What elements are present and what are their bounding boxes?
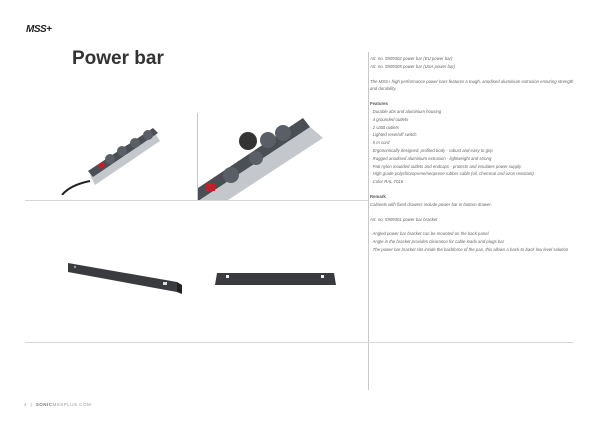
list-item: · The power bar bracket sits inside the backforce of the pan, this allows a back-to-back low level solution xyxy=(370,246,575,254)
product-description xyxy=(370,55,575,254)
remark-heading: Remark xyxy=(370,193,386,199)
footer-site-bold: SONIC xyxy=(35,402,53,407)
brand-logo: MSS+ xyxy=(26,24,52,35)
bracket-art-number: Art. no. 5909301 power bar bracket xyxy=(370,216,438,222)
bracket-features-list xyxy=(370,230,575,253)
list-item: · Color RAL 7016 xyxy=(370,178,575,186)
remark-text: Cabinets with fixed drawers include power bar in bottom drawer. xyxy=(370,201,492,207)
page-title: Power bar xyxy=(72,48,164,69)
list-item: · Rugged anodised aluminium extrusion - lightweight and strong xyxy=(370,155,575,163)
list-item: · Angled power bar bracket can be mounted on the back panel xyxy=(370,230,575,238)
column-divider xyxy=(368,52,369,390)
list-item: · 5 m cord xyxy=(370,139,575,147)
features-list xyxy=(370,108,575,186)
footer-site: MSSPLUS.COM xyxy=(52,402,92,407)
list-item: · 2 USB outlets xyxy=(370,124,575,132)
list-item: · Ergonomically designed, profiled body - robust and easy to grip xyxy=(370,147,575,155)
bracket-flat-image xyxy=(215,270,340,288)
art-number: Art. no. 5909305 power bar (USA power bar) xyxy=(370,63,456,69)
list-item: · Durable abs and aluminium housing xyxy=(370,108,575,116)
bottom-divider xyxy=(25,342,573,343)
page-number: 4 xyxy=(24,402,28,407)
art-number: Art. no. 5909302 power bar (EU power bar) xyxy=(370,56,453,61)
intro-text: The MSS+ high performance power bars features a tough, anodised aluminium extrusion ensuring strength and durability. xyxy=(370,78,574,92)
power-bar-closeup-image xyxy=(198,113,328,200)
list-item: · High grade polychloroprene/neoprene rubber cable (oil, chemical and ozon resistant) xyxy=(370,170,575,178)
row-divider xyxy=(25,200,368,201)
features-heading: Features xyxy=(370,101,388,107)
footer: 4 | SONICMSSPLUS.COM xyxy=(24,402,92,407)
bracket-angled-image xyxy=(65,260,185,295)
power-bar-image xyxy=(60,115,190,195)
list-item: · Angle in the bracket provides clearance for cable leads and plugs bar xyxy=(370,238,575,246)
list-item: · Lighted reset/off switch xyxy=(370,131,575,139)
list-item: · 4 grounded outlets xyxy=(370,116,575,124)
list-item: · Pa6 nylon moulded outlets and endcaps - protects and insulates power supply xyxy=(370,163,575,171)
